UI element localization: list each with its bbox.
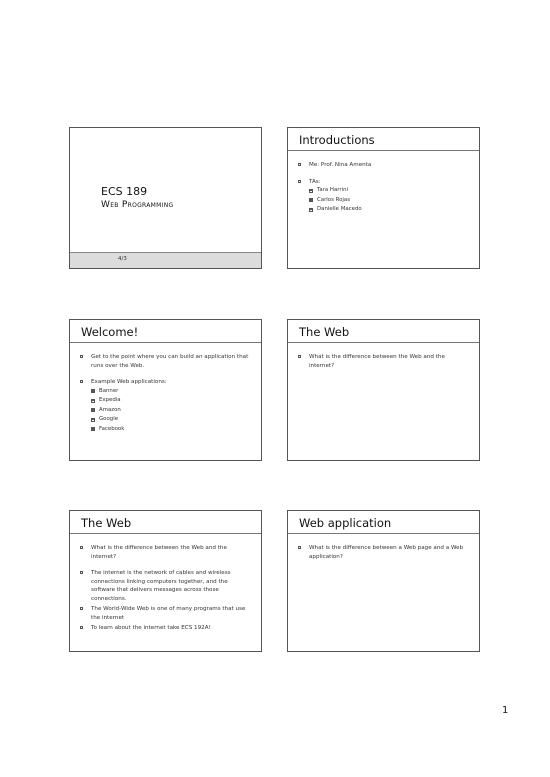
slide-title-bar — [70, 511, 261, 534]
bullet-item: What is the difference between the Web and the internet? — [297, 353, 471, 370]
bullet-item: What is the difference between a Web page and a Web application? — [297, 544, 471, 561]
slide-welcome — [69, 319, 262, 461]
slide-title-bar — [288, 511, 479, 534]
slide-content — [297, 161, 471, 215]
slide-heading: Introductions — [299, 133, 375, 147]
slide-date: 4/3 — [118, 256, 127, 262]
sub-bullet-item: Danielle Macedo — [297, 205, 471, 215]
slide-introductions — [287, 127, 480, 269]
sub-bullet-item: Carlos Rojas — [297, 196, 471, 206]
slide-content — [79, 353, 253, 434]
bullet-item: Example Web applications: — [79, 378, 253, 387]
slide-the-web — [287, 319, 480, 461]
sub-bullet-item: Google — [79, 415, 253, 425]
bullet-item: TAs: — [297, 178, 471, 187]
sub-bullet-item: Tara Harrini — [297, 186, 471, 196]
bullet-item: To learn about the internet take ECS 192A! — [79, 624, 253, 633]
sub-bullet-item: Amazon — [79, 406, 253, 416]
slide-heading: Welcome! — [81, 325, 139, 339]
slide-content — [297, 353, 471, 370]
sub-bullet-item: Expedia — [79, 396, 253, 406]
slide-footer — [70, 252, 261, 268]
slide-the-web-answer — [69, 510, 262, 652]
page-number: 1 — [502, 705, 509, 716]
slide-heading: Web application — [299, 516, 392, 530]
bullet-item: Me: Prof. Nina Amenta — [297, 161, 471, 170]
slide-title-bar — [70, 320, 261, 343]
slide-title-bar — [288, 320, 479, 343]
slide-title-bar — [288, 128, 479, 151]
bullet-item: What is the difference between the Web and the internet? — [79, 544, 253, 561]
bullet-item: Get to the point where you can build an application that runs over the Web. — [79, 353, 253, 370]
bullet-item: The internet is the network of cables and wireless connections linking computers together, and the software that delivers messages across those connections. — [79, 569, 253, 603]
slide-content — [79, 544, 253, 633]
course-name: Web Programming — [101, 200, 174, 210]
sub-bullet-item: Facebook — [79, 425, 253, 435]
course-code: ECS 189 — [101, 185, 148, 198]
bullet-item: The World-Wide Web is one of many programs that use the internet — [79, 605, 253, 622]
sub-bullet-item: Banner — [79, 387, 253, 397]
slide-heading: The Web — [81, 516, 132, 530]
slide-web-application — [287, 510, 480, 652]
slide-heading: The Web — [299, 325, 350, 339]
slide-content — [297, 544, 471, 561]
slide-title — [69, 127, 262, 269]
